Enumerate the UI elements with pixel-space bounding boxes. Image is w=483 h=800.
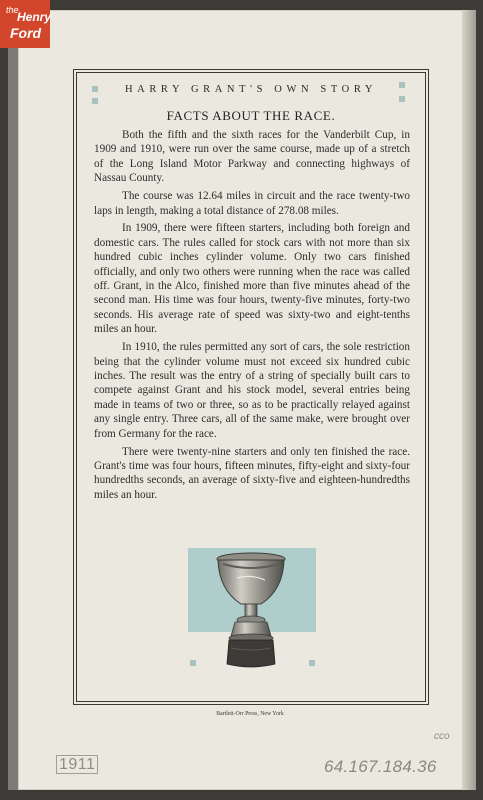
corner-ornament bbox=[92, 98, 98, 104]
paragraph: There were twenty-nine starters and only ten finished the race. Grant's time was four hours, fifteen minutes, fifty-eight and sixty-four hundredths seconds, an average of sixty-five and eighteen-hundredths miles an hour. bbox=[94, 445, 410, 501]
page-right-edge bbox=[462, 10, 476, 790]
printer-imprint: Bartlett-Orr Press, New York bbox=[216, 711, 284, 717]
corner-ornament bbox=[399, 96, 405, 102]
article-body bbox=[94, 128, 410, 506]
page-left-edge bbox=[8, 44, 18, 790]
henry-ford-logo bbox=[0, 0, 50, 48]
paragraph: In 1909, there were fifteen starters, including both foreign and domestic cars. The rules called for stock cars with not more than six hundred cubic inches cylinder volume. Only two cars finished officially, and only two others were running when the race was called off. Grant, in the Alco, finished more than five minutes ahead of the second man. His time was four hours, twenty-five minutes, forty-two seconds. His average rate of speed was sixty-two and eight-tenths miles an hour. bbox=[94, 222, 410, 336]
page-title: FACTS ABOUT THE RACE. bbox=[166, 108, 336, 123]
corner-ornament bbox=[309, 660, 315, 666]
corner-ornament bbox=[190, 660, 196, 666]
handwritten-year-note bbox=[56, 756, 98, 774]
handwritten-accession-number: 64.167.184.36 bbox=[324, 757, 437, 776]
handwritten-year: 1911 bbox=[56, 755, 98, 774]
logo-text-henry: Henry bbox=[17, 10, 52, 24]
paragraph: Both the fifth and the sixth races for the Vanderbilt Cup, in 1909 and 1910, were run over the same course, made up of a stretch of the Long Island Motor Parkway and connecting highways of Nassau County. bbox=[94, 129, 410, 185]
paragraph: In 1910, the rules permitted any sort of cars, the sole restriction being that the cylinder volume must not exceed six hundred cubic inches. The result was the entry of a string of specially built cars to compete against Grant and his stock model, several entries being made in teams of two or three, so as to be practically relayed against any single entry. Three cars, all of the same make, were brought over from Germany for the race. bbox=[94, 341, 410, 440]
handwritten-code: cco bbox=[434, 731, 450, 742]
running-head: HARRY GRANT'S OWN STORY bbox=[124, 84, 378, 95]
logo-text-the: the bbox=[6, 5, 19, 15]
logo-text-ford: Ford bbox=[10, 25, 42, 41]
vanderbilt-cup-trophy-illustration bbox=[215, 552, 287, 670]
paragraph: The course was 12.64 miles in circuit and the race twenty-two laps in length, making a total distance of 278.08 miles. bbox=[94, 190, 410, 217]
